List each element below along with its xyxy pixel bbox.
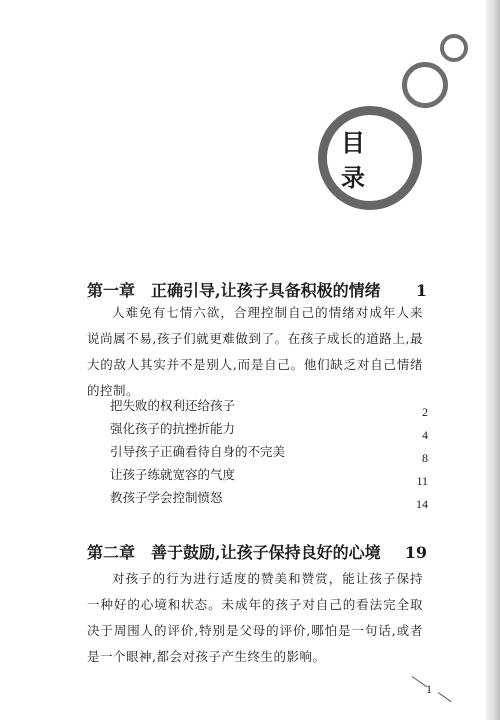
toc-entry-label: 教孩子学会控制愤怒 bbox=[110, 490, 223, 505]
page-number: 1 bbox=[426, 682, 432, 696]
toc-entry-page: 2 bbox=[422, 405, 428, 419]
toc-entry-page: 8 bbox=[422, 451, 428, 465]
chapter-1-summary: 人难免有七情六欲，合理控制自己的情绪对成年人来说尚属不易,孩子们就更难做到了。在孩子成长的道路上,最大的敌人其实并不是别人,而是自己。他们缺乏对自己情绪的控制。 bbox=[87, 305, 423, 398]
toc-entry-label: 引导孩子正确看待自身的不完美 bbox=[110, 444, 286, 459]
toc-title-circle bbox=[318, 106, 422, 210]
toc-entry-page: 14 bbox=[416, 497, 428, 511]
toc-entry[interactable] bbox=[110, 396, 428, 419]
chapter-1-title: 正确引导,让孩子具备积极的情绪 bbox=[151, 281, 381, 300]
toc-entry[interactable] bbox=[110, 419, 428, 442]
toc-entry-page: 4 bbox=[422, 428, 428, 442]
chapter-2-summary: 对孩子的行为进行适度的赞美和赞赏，能让孩子保持一种好的心境和状态。未成年的孩子对自己的看法完全取决于周围人的评价,特别是父母的评价,哪怕是一句话,或者是一个眼神,都会对孩子产生终生的影响。 bbox=[87, 571, 423, 664]
chapter-1-heading[interactable] bbox=[87, 278, 427, 301]
chapter-1-section-list bbox=[110, 396, 428, 511]
chapter-1-number: 第一章 bbox=[87, 281, 136, 300]
page-edge-shadow bbox=[486, 0, 500, 720]
folio-decoration-line bbox=[412, 676, 427, 687]
toc-entry[interactable] bbox=[110, 465, 428, 488]
chapter-2-page: 19 bbox=[404, 543, 427, 562]
chapter-1-page: 1 bbox=[415, 281, 427, 300]
chapter-2-number: 第二章 bbox=[87, 543, 136, 562]
chapter-2-heading[interactable] bbox=[87, 540, 427, 563]
toc-entry[interactable] bbox=[110, 488, 428, 511]
toc-entry-page: 11 bbox=[416, 474, 428, 488]
toc-entry-label: 强化孩子的抗挫折能力 bbox=[110, 421, 236, 436]
chapter-2-title: 善于鼓励,让孩子保持良好的心境 bbox=[151, 543, 381, 562]
folio-decoration-line bbox=[438, 692, 452, 702]
toc-entry-label: 让孩子练就宽容的气度 bbox=[110, 467, 236, 482]
toc-entry[interactable] bbox=[110, 442, 428, 465]
toc-title: 目 录 bbox=[341, 129, 379, 192]
decorative-circle-medium bbox=[402, 62, 448, 108]
decorative-circle-small bbox=[440, 34, 468, 62]
toc-entry-label: 把失败的权利还给孩子 bbox=[110, 398, 236, 413]
